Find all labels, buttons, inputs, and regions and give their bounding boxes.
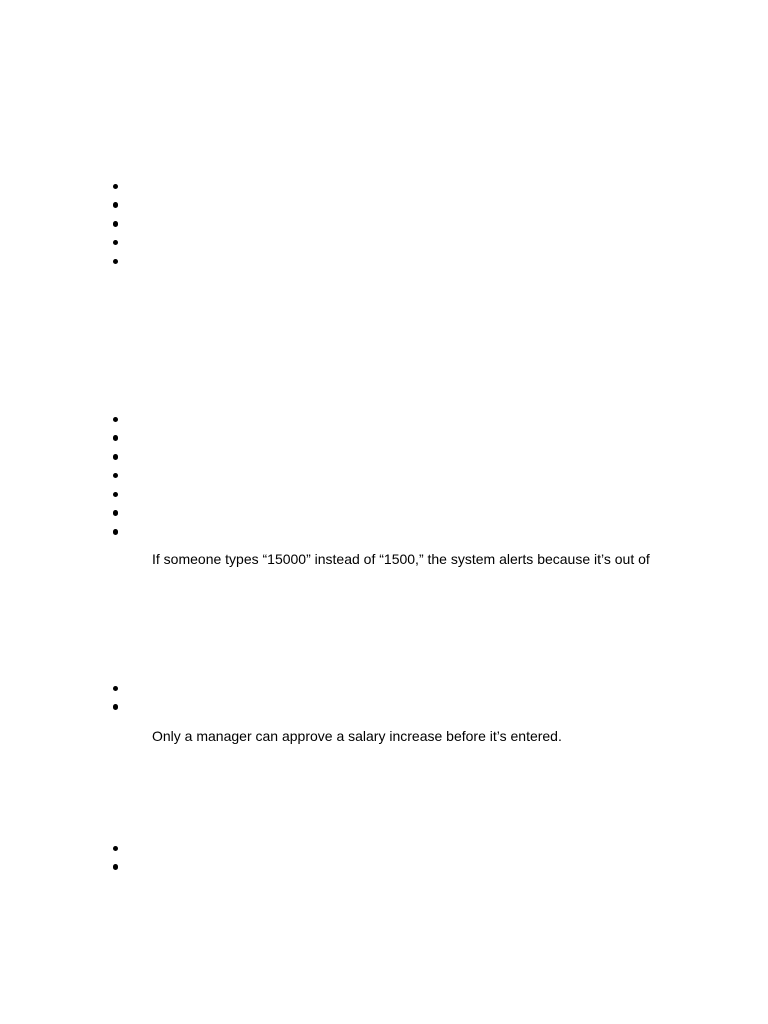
bullet-point [110, 485, 130, 504]
bullet-point [110, 858, 130, 877]
bullet-list-3 [110, 679, 130, 717]
body-paragraph-approval-example: Only a manager can approve a salary increase before it’s entered. [152, 728, 562, 744]
bullet-point [110, 233, 130, 252]
bullet-point [110, 177, 130, 196]
body-paragraph-validation-example: If someone types “15000” instead of “1500,” the system alerts because it’s out of [152, 551, 650, 567]
bullet-point [110, 410, 130, 429]
bullet-point [110, 504, 130, 523]
bullet-list-1 [110, 177, 130, 271]
bullet-list-4 [110, 839, 130, 877]
bullet-point [110, 252, 130, 271]
bullet-point [110, 448, 130, 467]
bullet-point [110, 429, 130, 448]
bullet-point [110, 523, 130, 542]
bullet-point [110, 196, 130, 215]
bullet-point [110, 679, 130, 698]
bullet-point [110, 698, 130, 717]
bullet-point [110, 466, 130, 485]
bullet-point [110, 215, 130, 234]
bullet-point [110, 839, 130, 858]
bullet-list-2 [110, 410, 130, 542]
